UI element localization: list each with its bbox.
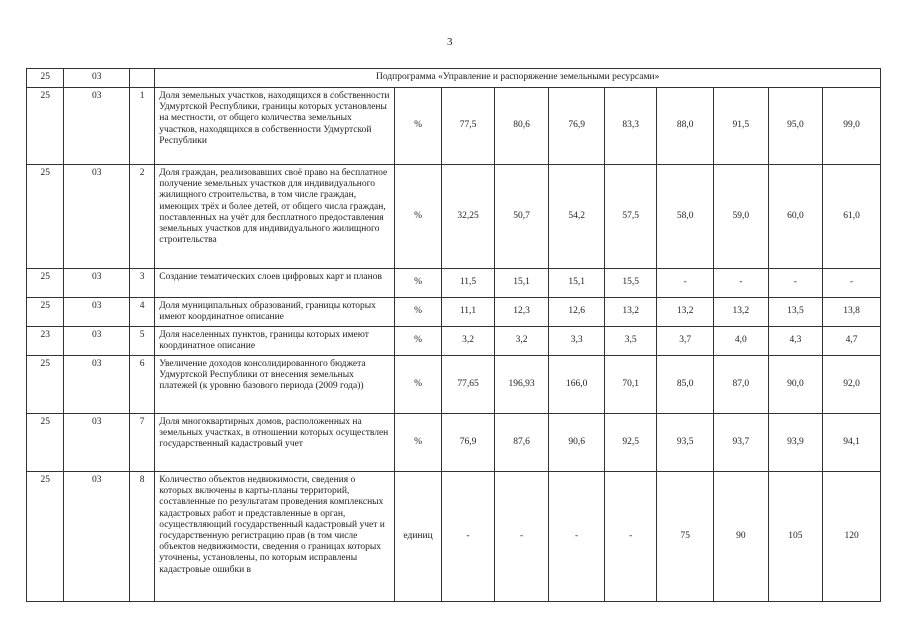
indicator-unit: единиц xyxy=(394,472,441,602)
indicator-value: 4,0 xyxy=(714,327,769,356)
indicator-value: 3,2 xyxy=(494,327,549,356)
indicator-unit: % xyxy=(394,88,441,165)
indicator-value: 99,0 xyxy=(823,88,881,165)
indicator-value: 93,5 xyxy=(657,414,714,472)
cell-pp: 03 xyxy=(64,69,130,88)
indicator-unit: % xyxy=(394,356,441,414)
indicator-unit: % xyxy=(394,298,441,327)
indicator-value: 58,0 xyxy=(657,165,714,269)
cell-gp: 25 xyxy=(27,69,64,88)
indicator-value: 76,9 xyxy=(549,88,605,165)
cell-pp: 03 xyxy=(64,88,130,165)
indicator-value: 54,2 xyxy=(549,165,605,269)
cell-gp: 25 xyxy=(27,472,64,602)
cell-gp: 25 xyxy=(27,88,64,165)
indicator-value: 77,5 xyxy=(442,88,495,165)
indicator-value: 93,7 xyxy=(714,414,769,472)
indicator-value: 11,5 xyxy=(442,269,495,298)
indicator-description: Доля муниципальных образований, границы которых имеют координатное описание xyxy=(155,298,394,327)
indicator-value: - xyxy=(823,269,881,298)
indicator-value: 59,0 xyxy=(714,165,769,269)
indicator-value: - xyxy=(768,269,823,298)
indicator-value: 87,0 xyxy=(714,356,769,414)
cell-number: 5 xyxy=(130,327,155,356)
indicator-value: 61,0 xyxy=(823,165,881,269)
indicator-value: 4,3 xyxy=(768,327,823,356)
subprogram-title: Подпрограмма «Управление и распоряжение земельными ресурсами» xyxy=(155,69,881,88)
table-row xyxy=(27,472,881,602)
cell-gp: 25 xyxy=(27,356,64,414)
indicator-value: 13,2 xyxy=(657,298,714,327)
indicator-value: - xyxy=(549,472,605,602)
cell-gp: 25 xyxy=(27,269,64,298)
cell-pp: 03 xyxy=(64,327,130,356)
cell-number: 6 xyxy=(130,356,155,414)
indicators-table xyxy=(26,68,881,602)
cell-pp: 03 xyxy=(64,356,130,414)
table-row xyxy=(27,88,881,165)
indicator-value: 166,0 xyxy=(549,356,605,414)
indicator-value: 90,0 xyxy=(768,356,823,414)
indicator-value: 75 xyxy=(657,472,714,602)
cell-number: 8 xyxy=(130,472,155,602)
indicator-value: 4,7 xyxy=(823,327,881,356)
table-row xyxy=(27,327,881,356)
indicator-value: 85,0 xyxy=(657,356,714,414)
indicator-description: Создание тематических слоев цифровых карт и планов xyxy=(155,269,394,298)
indicator-value: 60,0 xyxy=(768,165,823,269)
indicator-value: 15,5 xyxy=(604,269,657,298)
indicator-description: Доля многоквартирных домов, расположенных на земельных участках, в отношении которых осуществлен государственный кадастровый учет xyxy=(155,414,394,472)
indicator-unit: % xyxy=(394,269,441,298)
indicator-value: 13,2 xyxy=(714,298,769,327)
indicator-description: Увеличение доходов консолидированного бюджета Удмуртской Республики от внесения земельных платежей (к уровню базового периода (2009 года)) xyxy=(155,356,394,414)
indicator-value: 92,0 xyxy=(823,356,881,414)
cell-pp: 03 xyxy=(64,165,130,269)
indicator-value: 13,5 xyxy=(768,298,823,327)
cell-pp: 03 xyxy=(64,414,130,472)
indicator-value: 15,1 xyxy=(549,269,605,298)
indicator-value: 13,8 xyxy=(823,298,881,327)
indicator-value: 196,93 xyxy=(494,356,549,414)
indicator-value: - xyxy=(604,472,657,602)
indicator-value: 87,6 xyxy=(494,414,549,472)
indicator-description: Доля земельных участков, находящихся в собственности Удмуртской Республики, границы которых установлены на местности, от общего количества земельных участков, находящихся в собственности Удмуртской Республики xyxy=(155,88,394,165)
indicator-value: 77,65 xyxy=(442,356,495,414)
cell-gp: 25 xyxy=(27,298,64,327)
indicator-description: Доля граждан, реализовавших своё право на бесплатное получение земельных участков для индивидуального жилищного строительства, в том числе граждан, имеющих трёх и более детей, от общего числа граждан, поставленных на учёт для бесплатного предоставления земельных участков для индивидуального жилищного строительства xyxy=(155,165,394,269)
cell-pp: 03 xyxy=(64,298,130,327)
indicator-value: 15,1 xyxy=(494,269,549,298)
indicator-value: 3,3 xyxy=(549,327,605,356)
indicator-value: 94,1 xyxy=(823,414,881,472)
cell-number: 7 xyxy=(130,414,155,472)
cell-number: 4 xyxy=(130,298,155,327)
indicator-description: Количество объектов недвижимости, сведения о которых включены в карты-планы территорий, составленные по результатам проведения комплексных кадастровых работ и представленные в орган, осуществляющий государственный кадастровый учет и государственную регистрацию прав (в том числе объектов недвижимости, сведения о границах которых уточнены, установлены, по которым исправлены кадастровые ошибки в xyxy=(155,472,394,602)
cell-number: 1 xyxy=(130,88,155,165)
cell-gp: 25 xyxy=(27,165,64,269)
subprogram-row xyxy=(27,69,881,88)
indicator-unit: % xyxy=(394,165,441,269)
cell-gp: 25 xyxy=(27,414,64,472)
indicator-value: - xyxy=(494,472,549,602)
indicator-value: 12,6 xyxy=(549,298,605,327)
indicator-value: 57,5 xyxy=(604,165,657,269)
cell-number: 2 xyxy=(130,165,155,269)
indicator-value: 76,9 xyxy=(442,414,495,472)
cell-gp: 23 xyxy=(27,327,64,356)
indicator-value: 90,6 xyxy=(549,414,605,472)
indicator-value: 92,5 xyxy=(604,414,657,472)
table-row xyxy=(27,269,881,298)
cell-empty xyxy=(130,69,155,88)
indicator-value: - xyxy=(714,269,769,298)
page-number: 3 xyxy=(447,36,453,48)
indicator-description: Доля населенных пунктов, границы которых имеют координатное описание xyxy=(155,327,394,356)
indicator-value: - xyxy=(657,269,714,298)
indicator-value: 95,0 xyxy=(768,88,823,165)
table-row xyxy=(27,165,881,269)
table-row xyxy=(27,298,881,327)
indicator-value: 88,0 xyxy=(657,88,714,165)
indicator-value: 13,2 xyxy=(604,298,657,327)
indicator-unit: % xyxy=(394,327,441,356)
cell-number: 3 xyxy=(130,269,155,298)
table-row xyxy=(27,356,881,414)
cell-pp: 03 xyxy=(64,269,130,298)
indicator-unit: % xyxy=(394,414,441,472)
indicator-value: 3,2 xyxy=(442,327,495,356)
indicator-value: 12,3 xyxy=(494,298,549,327)
indicator-value: 32,25 xyxy=(442,165,495,269)
table-row xyxy=(27,414,881,472)
indicator-value: 93,9 xyxy=(768,414,823,472)
indicator-value: 90 xyxy=(714,472,769,602)
indicator-value: 91,5 xyxy=(714,88,769,165)
indicator-value: 11,1 xyxy=(442,298,495,327)
indicator-value: 70,1 xyxy=(604,356,657,414)
indicator-value: 3,5 xyxy=(604,327,657,356)
indicator-value: 83,3 xyxy=(604,88,657,165)
indicator-value: 80,6 xyxy=(494,88,549,165)
indicator-value: - xyxy=(442,472,495,602)
indicator-value: 120 xyxy=(823,472,881,602)
indicator-value: 105 xyxy=(768,472,823,602)
indicator-value: 3,7 xyxy=(657,327,714,356)
cell-pp: 03 xyxy=(64,472,130,602)
indicator-value: 50,7 xyxy=(494,165,549,269)
